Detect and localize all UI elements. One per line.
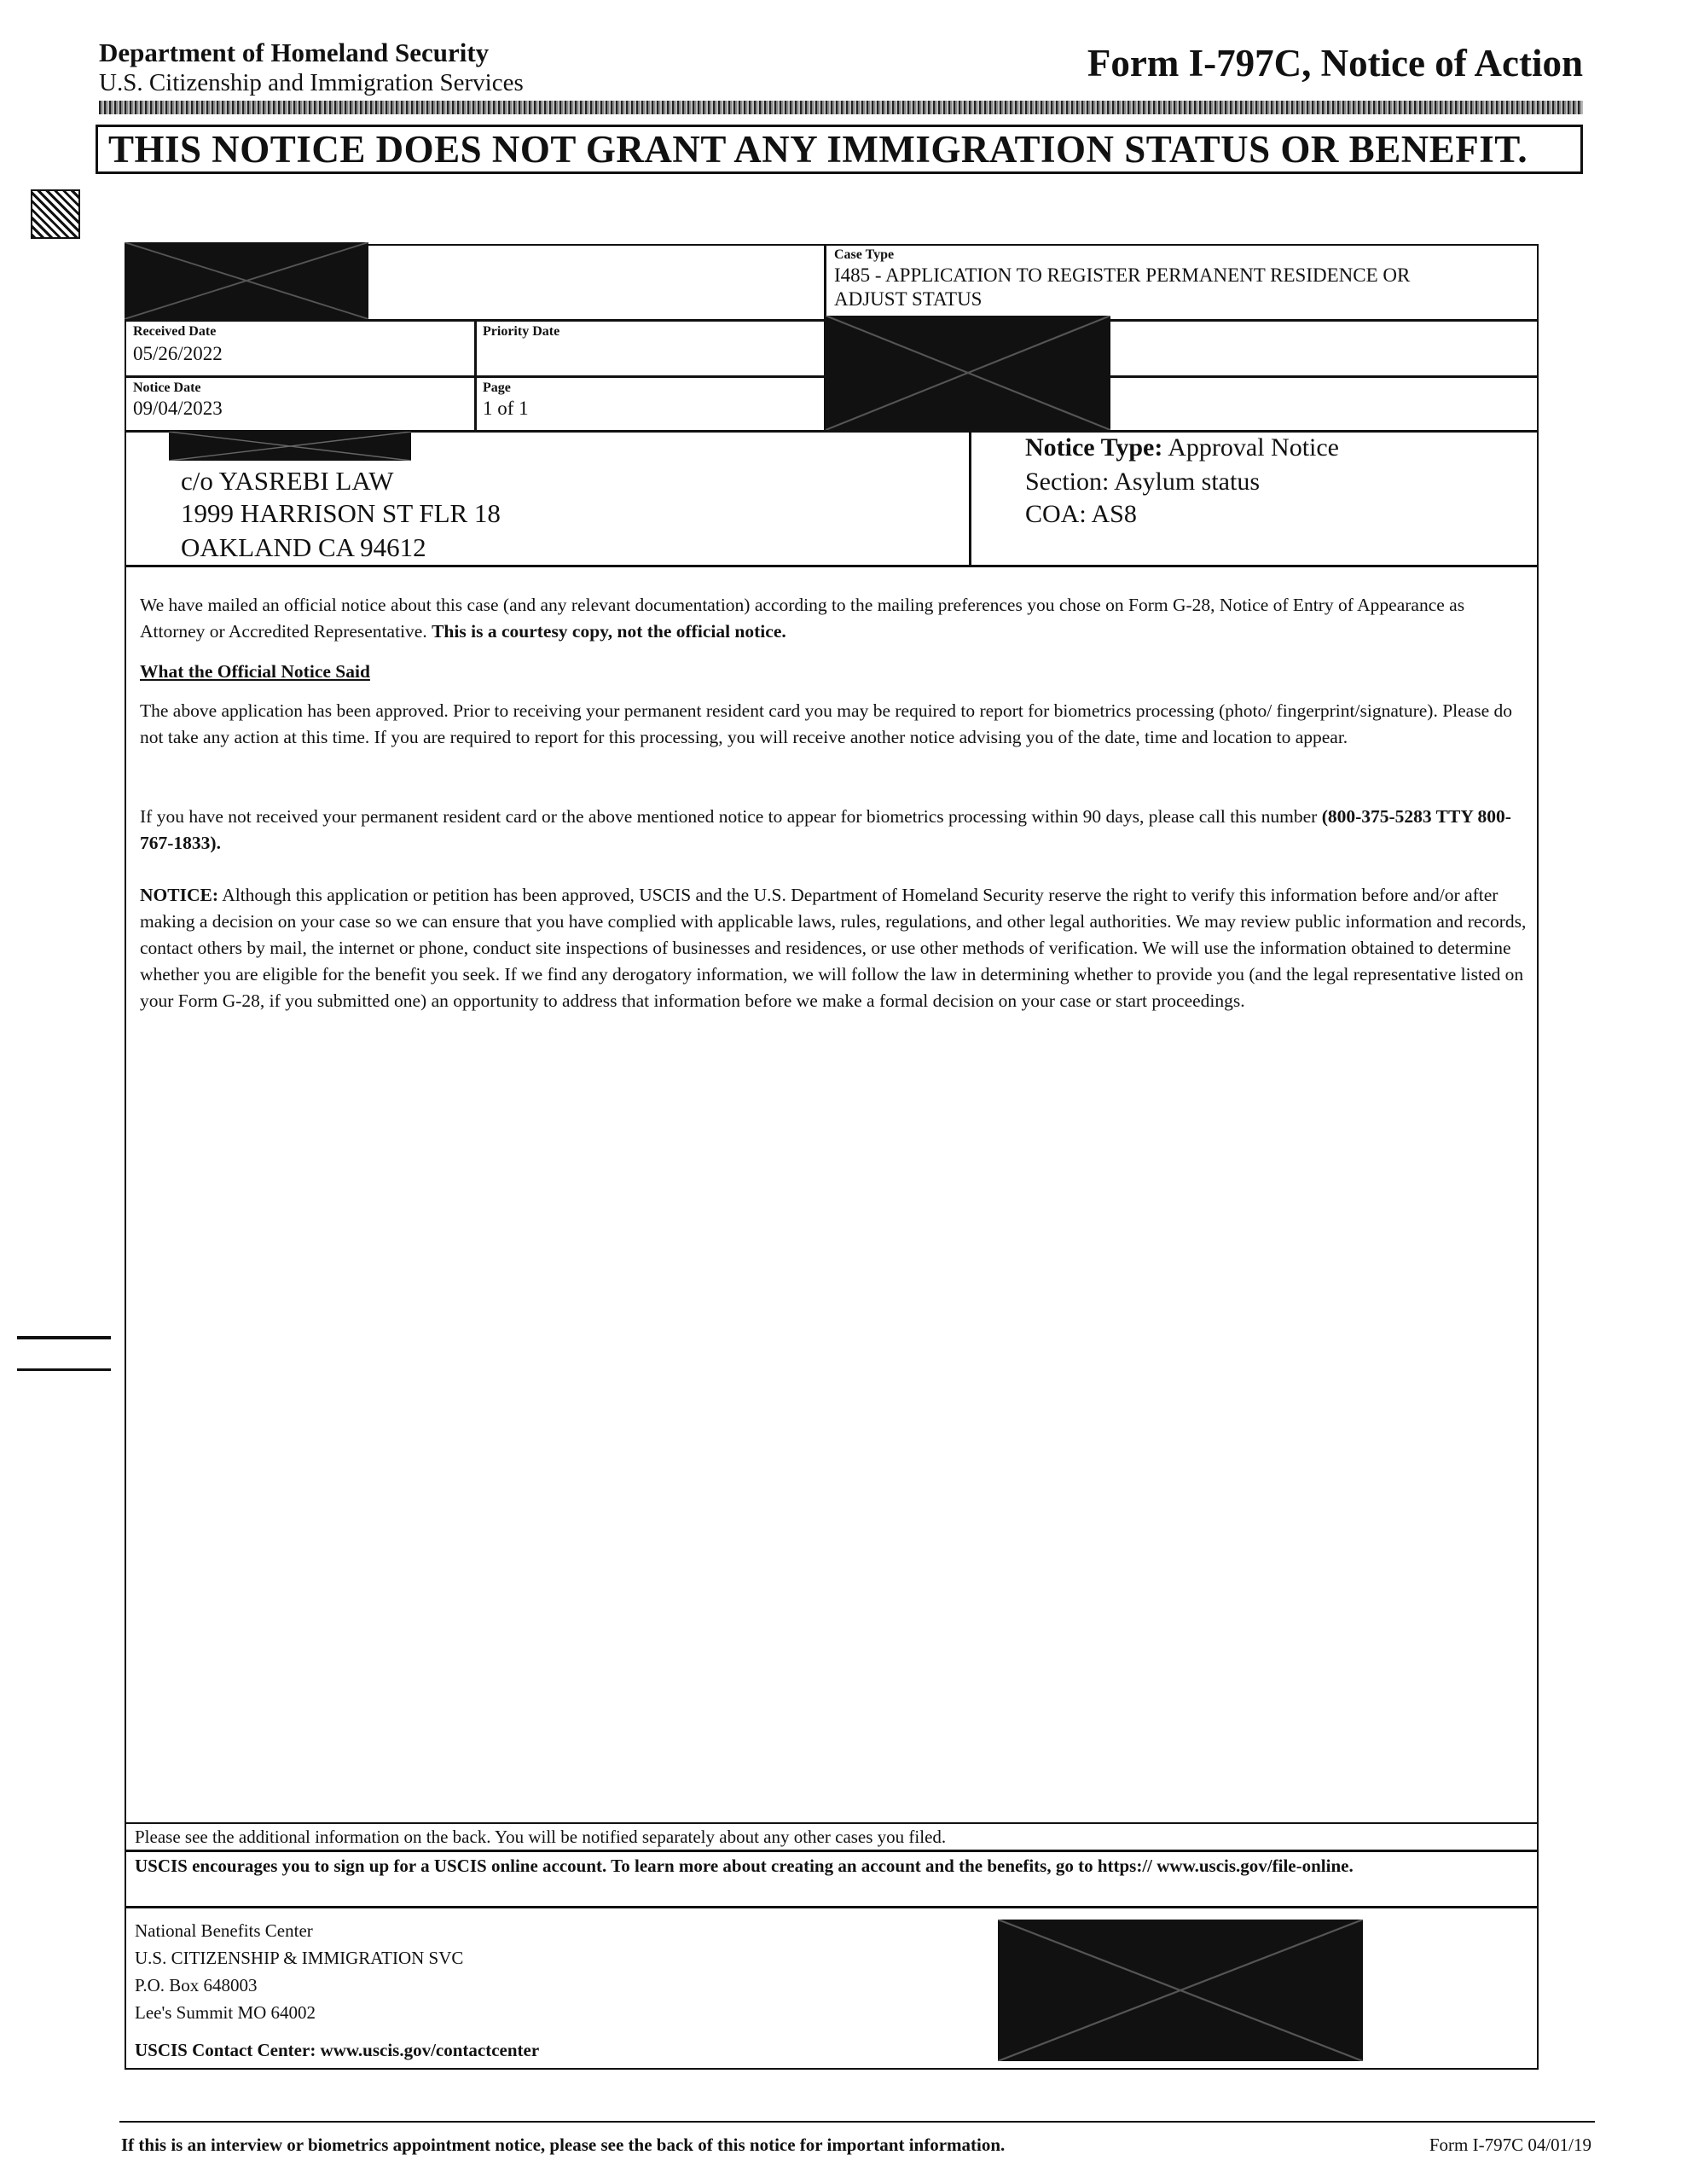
form-title: Form I-797C, Notice of Action [1087,42,1583,84]
notice-text: Although this application or petition has been approved, USCIS and the U.S. Department of Homeland Security reserve the right to verify this information before and/or after making a decision on your case so we can ensure that you have complied with applicable laws, rules, regulations, and other legal authorities. We may review public information and records, contact others by mail, the internet or phone, conduct site inspections of businesses and residences, or use other methods of verification. We will use the information obtained to determine whether you are eligible for the benefit you seek. If we find any derogatory information, we will follow the law in determining whether to provide you (and the legal representative listed on your Form G-28, if you submitted one) an opportunity to address that information before we make a formal decision on your case or start proceedings. [140,885,1527,1011]
page-value: 1 of 1 [483,398,529,419]
grid-line [125,1850,1539,1852]
form-version: Form I-797C 04/01/19 [1429,2135,1591,2155]
service-center-pobox: P.O. Box 648003 [135,1975,258,1995]
department-name: Department of Homeland Security [99,38,490,67]
footer-note: If this is an interview or biometrics appointment notice, please see the back of this notice for important information. [121,2135,1006,2155]
address-line-2: 1999 HARRISON ST FLR 18 [181,498,501,528]
received-date-label: Received Date [133,324,217,339]
margin-mark [17,1336,111,1339]
courtesy-paragraph [140,592,1530,645]
notice-coa: COA: AS8 [1025,500,1137,528]
notice-date-value: 09/04/2023 [133,398,223,419]
notice-section: Section: Asylum status [1025,468,1261,496]
notice-type [1025,432,1339,464]
courtesy-text: We have mailed an official notice about this case (and any relevant documentation) according to the mailing preferences you chose on Form G-28, Notice of Entry of Appearance as Attorney or Accredited Representative. [140,595,1465,642]
approval-paragraph: The above application has been approved. Prior to receiving your permanent resident card you may be required to report for biometrics processing (photo/ fingerprint/signature). Please do not take any action at this time. If you are required to report for this processing, you will receive another notice advising you of the date, time and location to appear. [140,700,1512,747]
page-label: Page [483,380,511,395]
notice-type-label: Notice Type: [1025,433,1163,462]
notice-date-label: Notice Date [133,380,201,395]
service-center-name: National Benefits Center [135,1920,313,1941]
received-date-value: 05/26/2022 [133,343,223,364]
banner-text: THIS NOTICE DOES NOT GRANT ANY IMMIGRATION STATUS OR BENEFIT. [108,128,1528,171]
redaction-box [125,242,368,319]
service-center-agency: U.S. CITIZENSHIP & IMMIGRATION SVC [135,1948,464,1968]
footer-line [119,2121,1595,2123]
courtesy-note: This is a courtesy copy, not the official notice. [432,621,786,642]
header-hatch-bar [99,101,1583,114]
online-account-text: USCIS encourages you to sign up for a USCIS online account. To learn more about creating an account and the benefits, go to https:// www.uscis.gov/file-online. [135,1856,1354,1876]
phone-number: (800-375-5283 TTY 800-767-1833). [140,806,1511,853]
section-heading: What the Official Notice Said [140,661,370,682]
margin-mark [17,1368,111,1371]
redaction-box [169,432,411,461]
agency-name: U.S. Citizenship and Immigration Services [99,69,524,96]
address-line-3: OAKLAND CA 94612 [181,532,426,562]
biometrics-text: If you have not received your permanent resident card or the above mentioned notice to appear for biometrics processing within 90 days, please call this number [140,806,1318,827]
barcode-icon [31,189,80,239]
case-type-line2: ADJUST STATUS [834,288,983,310]
notice-lead: NOTICE: [140,885,218,905]
contact-center-text: USCIS Contact Center: www.uscis.gov/contactcenter [135,2040,540,2060]
case-type-line1: I485 - APPLICATION TO REGISTER PERMANENT RESIDENCE OR [834,264,1411,286]
priority-date-label: Priority Date [483,324,560,339]
redaction-box [826,316,1110,430]
notice-paragraph [140,882,1530,1014]
status-banner [96,125,1583,174]
grid-line [969,430,971,566]
grid-line [125,1906,1539,1908]
redaction-box [998,1920,1363,2061]
additional-info-text: Please see the additional information on the back. You will be notified separately about any other cases you filed. [135,1827,947,1847]
grid-line [474,319,477,432]
case-type-label: Case Type [834,247,895,262]
notice-type-value: Approval Notice [1168,433,1339,462]
address-line-1: c/o YASREBI LAW [181,466,394,496]
grid-line [125,565,1539,567]
biometrics-paragraph [140,804,1530,857]
service-center-city: Lee's Summit MO 64002 [135,2002,316,2023]
